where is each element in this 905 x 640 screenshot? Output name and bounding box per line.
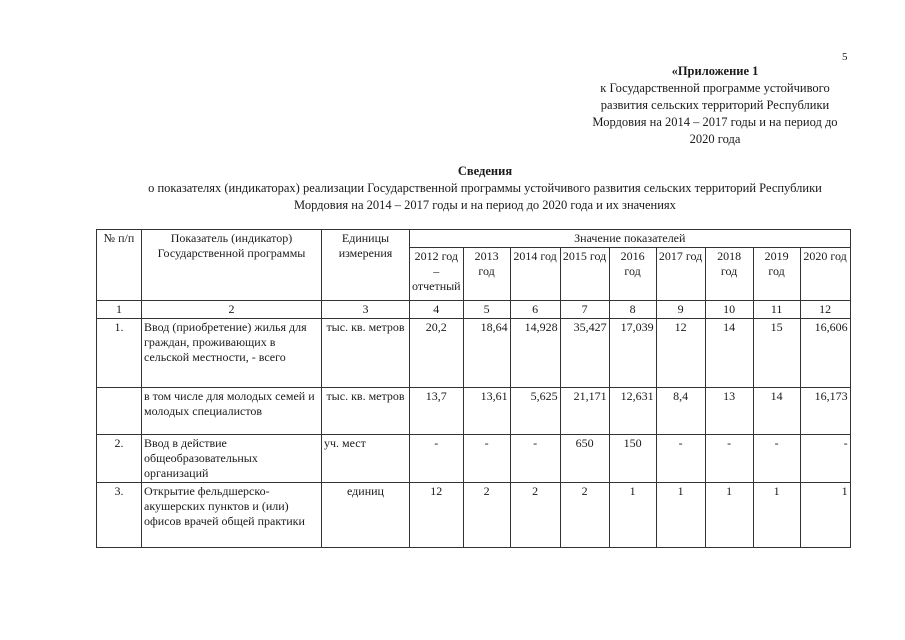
- index-cell: 9: [656, 301, 705, 319]
- row-num: 3.: [97, 483, 142, 548]
- row-value: 2: [463, 483, 510, 548]
- row-value: -: [463, 435, 510, 483]
- year-header: 2020 год: [800, 248, 850, 301]
- header-row: [97, 230, 851, 248]
- indicators-table: [96, 229, 851, 548]
- index-cell: 8: [609, 301, 656, 319]
- col-header-num: № п/п: [97, 230, 142, 301]
- row-unit: тыс. кв. метров: [322, 388, 410, 435]
- year-header: 2018 год: [705, 248, 753, 301]
- row-value: -: [753, 435, 800, 483]
- row-unit: тыс. кв. метров: [322, 319, 410, 388]
- row-indicator: Ввод в действие общеобразовательных организаций: [142, 435, 322, 483]
- year-header: 2019 год: [753, 248, 800, 301]
- row-value: 2: [510, 483, 560, 548]
- row-unit: единиц: [322, 483, 410, 548]
- col-header-unit: Единицы измерения: [322, 230, 410, 301]
- year-header: 2014 год: [510, 248, 560, 301]
- row-value: 14: [753, 388, 800, 435]
- table-row: [97, 319, 851, 388]
- row-value: 15: [753, 319, 800, 388]
- index-cell: 10: [705, 301, 753, 319]
- appendix-line: развития сельских территорий Республики: [600, 98, 830, 112]
- index-cell: 3: [322, 301, 410, 319]
- appendix-line: Мордовия на 2014 – 2017 годы и на период до: [592, 115, 838, 129]
- row-value: 150: [609, 435, 656, 483]
- index-cell: 4: [410, 301, 464, 319]
- row-value: 18,64: [463, 319, 510, 388]
- row-indicator: в том числе для молодых семей и молодых специалистов: [142, 388, 322, 435]
- row-value: 14,928: [510, 319, 560, 388]
- row-value: 5,625: [510, 388, 560, 435]
- row-value: 1: [800, 483, 850, 548]
- row-value: 12,631: [609, 388, 656, 435]
- heading-line: о показателях (индикаторах) реализации Государственной программы устойчивого развития сельских территорий Республики: [148, 181, 822, 195]
- year-header: 2012 год – отчетный: [410, 248, 464, 301]
- document-heading: [90, 163, 880, 214]
- row-value: 35,427: [560, 319, 609, 388]
- index-row: [97, 301, 851, 319]
- index-cell: 6: [510, 301, 560, 319]
- row-value: 1: [656, 483, 705, 548]
- row-value: 1: [753, 483, 800, 548]
- heading-line: Мордовия на 2014 – 2017 годы и на период до 2020 года и их значениях: [294, 198, 676, 212]
- col-header-values: Значение показателей: [410, 230, 851, 248]
- row-value: 1: [609, 483, 656, 548]
- row-indicator: Открытие фельдшерско-акушерских пунктов и (или) офисов врачей общей практики: [142, 483, 322, 548]
- row-num: 2.: [97, 435, 142, 483]
- row-value: 13,61: [463, 388, 510, 435]
- page-number: 5: [842, 51, 848, 63]
- row-value: 20,2: [410, 319, 464, 388]
- year-header: 2016 год: [609, 248, 656, 301]
- appendix-line: к Государственной программе устойчивого: [600, 81, 830, 95]
- row-value: -: [656, 435, 705, 483]
- row-value: 17,039: [609, 319, 656, 388]
- row-unit: уч. мест: [322, 435, 410, 483]
- row-num: [97, 388, 142, 435]
- year-header: 2015 год: [560, 248, 609, 301]
- row-value: -: [705, 435, 753, 483]
- row-value: 13,7: [410, 388, 464, 435]
- row-value: 21,171: [560, 388, 609, 435]
- year-header: 2017 год: [656, 248, 705, 301]
- row-num: 1.: [97, 319, 142, 388]
- col-header-indicator: Показатель (индикатор) Государственной программы: [142, 230, 322, 301]
- row-value: -: [800, 435, 850, 483]
- year-header: 2013 год: [463, 248, 510, 301]
- table-row: [97, 435, 851, 483]
- row-value: 13: [705, 388, 753, 435]
- index-cell: 5: [463, 301, 510, 319]
- table-row: [97, 483, 851, 548]
- row-value: -: [410, 435, 464, 483]
- row-value: -: [510, 435, 560, 483]
- index-cell: 7: [560, 301, 609, 319]
- row-value: 14: [705, 319, 753, 388]
- appendix-block: [575, 63, 855, 148]
- row-value: 12: [656, 319, 705, 388]
- index-cell: 2: [142, 301, 322, 319]
- row-value: 650: [560, 435, 609, 483]
- row-value: 2: [560, 483, 609, 548]
- row-value: 16,173: [800, 388, 850, 435]
- appendix-line: 2020 года: [689, 132, 741, 146]
- row-value: 8,4: [656, 388, 705, 435]
- index-cell: 1: [97, 301, 142, 319]
- index-cell: 12: [800, 301, 850, 319]
- heading-title: Сведения: [457, 164, 513, 178]
- index-cell: 11: [753, 301, 800, 319]
- row-value: 12: [410, 483, 464, 548]
- table-row: [97, 388, 851, 435]
- row-value: 1: [705, 483, 753, 548]
- row-indicator: Ввод (приобретение) жилья для граждан, проживающих в сельской местности, - всего: [142, 319, 322, 388]
- appendix-title: «Приложение 1: [671, 64, 759, 78]
- row-value: 16,606: [800, 319, 850, 388]
